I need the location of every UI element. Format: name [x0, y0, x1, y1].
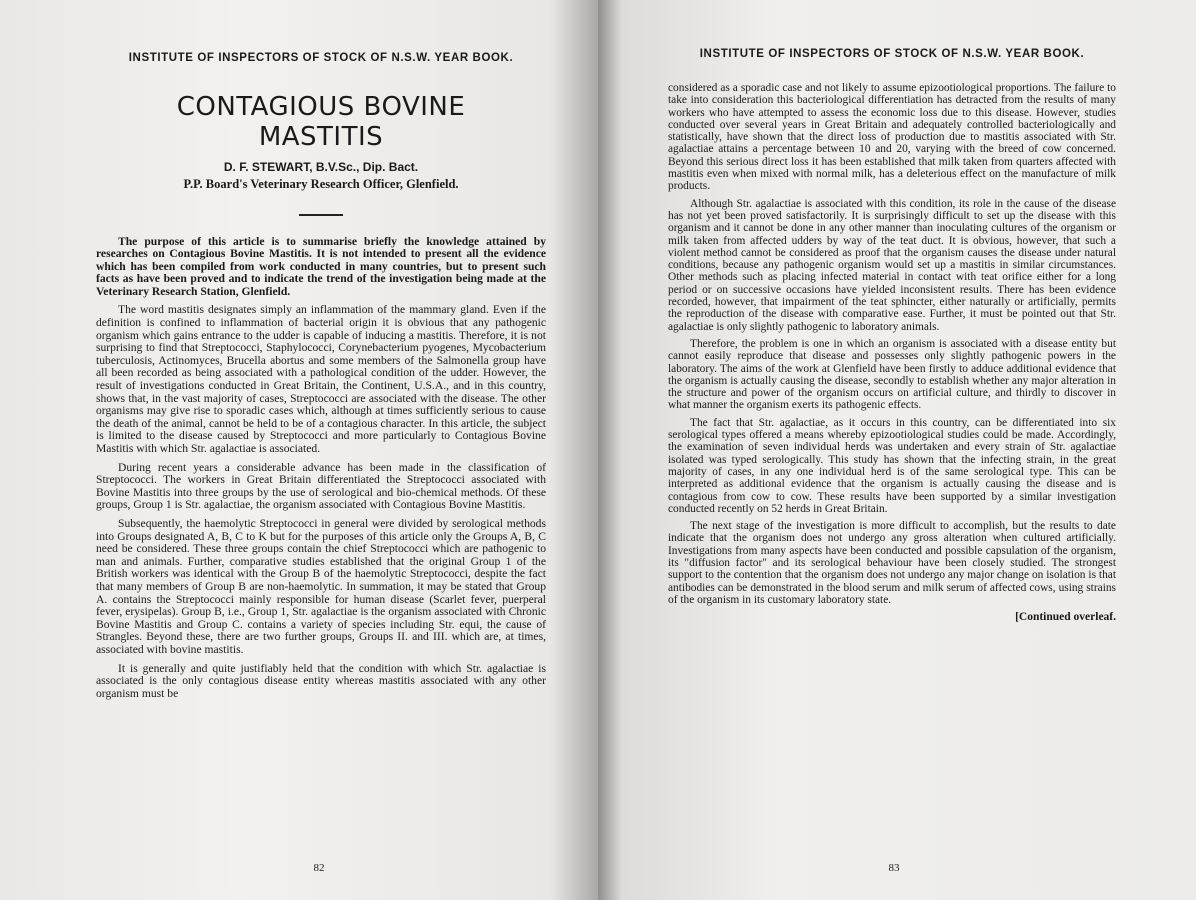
body-paragraph: Therefore, the problem is one in which an organism is associated with a disease entity but cannot easily reproduce that disease and possesses only slightly pathogenic powers in the laboratory. The aims of the work at Glenfield have been firstly to adduce additional evidence that the organism is actually causing the disease, secondly to establish whether any major alteration in the structure and power of the organism occurs on artificial culture, and thirdly to discover in what manner the organism exerts its pathogenic effects.: [668, 337, 1116, 412]
body-paragraph: The word mastitis designates simply an inflammation of the mammary gland. Even if the definition is confined to inflammation of bacterial origin it is obvious that any pathogenic organism which gains entrance to the udder is capable of inducing a mastitis. Therefore, it is not surprising to find that Streptococci, Staphylococci, Corynebacterium pyogenes, Mycobacterium tuberculosis, Actinomyces, Brucella abortus and some members of the Salmonella group have all been recorded as being associated with a pathological condition of the udder. However, the result of investigations conducted in Great Britain, the Continent, U.S.A., and in this country, shows that, in the vast majority of cases, Streptococci are associated with the disease. The other organisms may give rise to sporadic cases which, although at times sufficiently serious to cause the death of the animal, cannot be held to be of a contagious character. In this article, the subject is limited to the disease caused by Streptococci and more particularly to Contagious Bovine Mastitis with which Str. agalactiae is associated.: [96, 303, 546, 455]
title-line-1: CONTAGIOUS BOVINE: [176, 92, 466, 122]
continued-note: [Continued overleaf.: [1015, 611, 1116, 624]
body-paragraph: During recent years a considerable advance has been made in the classification of Streptococci. The workers in Great Britain differentiated the Streptococci associated with Bovine Mastitis into three groups by the use of serological and bio-chemical methods. Of these groups, Group 1 is Str. agalactiae, the organism associated with Contagious Bovine Mastitis.: [96, 460, 546, 512]
body-paragraph: The next stage of the investigation is more difficult to accomplish, but the results to date indicate that the organism does not undergo any gross alteration when cultured artificially. Investigations from many aspects have been conducted and possible capsulation of the organism, its "diffusion factor" and its serological behaviour have been closely studied. The strongest support to the contention that the organism does not undergo any major change on isolation is that antibodies can be demonstrated in the blood serum and milk serum of affected cows, using strains of the organism in its customary laboratory state.: [668, 520, 1116, 606]
body-paragraph: Subsequently, the haemolytic Streptococci in general were divided by serological methods into Groups designated A, B, C to K but for the purposes of this article only the Groups A, B, C need be considered. These three groups contain the chief Streptococci which are pathogenic to man and animals. Further, comparative studies established that the original Group 1 of the British workers was identical with the Group B of the haemolytic Streptococci, despite the fact that many members of Group B are non-haemolytic. In summation, it may be stated that Group A. contains the Streptococci mainly responsible for human disease (Scarlet fever, puerperal fever, erysipelas). Group B, i.e., Group 1, Str. agalactiae is the organism associated with Chronic Bovine Mastitis and Group C. contains a variety of species including Str. equi, the cause of Strangles. Beyond these, there are two further groups, Groups II. and III. which are, at times, associated with bovine mastitis.: [96, 516, 546, 656]
page-number: 83: [888, 862, 900, 874]
title-divider: [299, 214, 343, 216]
running-head: INSTITUTE OF INSPECTORS OF STOCK OF N.S.W. YEAR BOOK.: [699, 48, 1085, 60]
page-number: 82: [313, 862, 325, 874]
article-title: [96, 92, 546, 152]
title-line-2: MASTITIS: [258, 122, 384, 152]
body-paragraph: It is generally and quite justifiably held that the condition with which Str. agalactiae is associated is the only contagious disease entity whereas mastitis associated with any other organism must be: [96, 661, 546, 700]
author-affiliation: P.P. Board's Veterinary Research Officer, Glenfield.: [183, 177, 459, 191]
intro-paragraph: The purpose of this article is to summarise briefly the knowledge attained by researches on Contagious Bovine Mastitis. It is not intended to present all the evidence which has been compiled from work conducted in many countries, but to present such facts as have been proved and to indicate the trend of the investigation being made at the Veterinary Research Station, Glenfield.: [96, 234, 546, 298]
author-name: D. F. STEWART, B.V.Sc., Dip. Bact.: [223, 160, 419, 174]
running-head: INSTITUTE OF INSPECTORS OF STOCK OF N.S.W. YEAR BOOK.: [128, 52, 514, 64]
body-paragraph: The fact that Str. agalactiae, as it occurs in this country, can be differentiated into six serological types offered a means whereby epizootiological studies could be made. Accordingly, the examination of seven individual herds was undertaken and every strain of Str. agalactiae isolated was typed serologically. This study has shown that the infecting strain, in the great majority of cases, in any one individual herd is of the same serological type. This can be interpreted as additional evidence that the organism is actually causing the disease and is contagious from cow to cow. These results have been supported by a similar investigation conducted recently on 52 herds in Great Britain.: [668, 416, 1116, 515]
body-paragraph: Although Str. agalactiae is associated with this condition, its role in the cause of the disease has not yet been proved satisfactorily. It is surprisingly difficult to set up the disease with this organism and it cannot be done in any other manner than inoculating cultures of the organism or milk taken from affected udders by way of the teat duct. It is obvious, however, that such a violent method cannot be considered as proof that the organism causes the disease under natural conditions, because any pathogenic organism would set up a mastitis in similar circumstances. Other methods such as placing infected material in contact with teat orifice either for a long period or on successive occasions have yielded inconsistent results. There has been evidence recorded, however, that impairment of the teat sphincter, either naturally or artificially, permits the reproduction of the disease with comparative ease. Further, it must be pointed out that Str. agalactiae is only slightly pathogenic to laboratory animals.: [668, 197, 1116, 333]
body-paragraph: considered as a sporadic case and not likely to assume epizootiological proportions. The failure to take into consideration this bacteriological differentiation has detracted from the results of many workers who have attempted to assess the economic loss due to this disease. However, studies conducted over several years in Great Britain and adequately controlled bacteriologically and statistically, have shown that the direct loss of production due to mastitis associated with Str. agalactiae attains a percentage between 10 and 20, varying with the breed of cow concerned. Beyond this serious direct loss it has been established that milk taken from quarters affected with mastitis even when mixed with normal milk, has a deleterious effect on the manufacture of milk products.: [668, 82, 1116, 193]
right-page: [598, 0, 1196, 900]
